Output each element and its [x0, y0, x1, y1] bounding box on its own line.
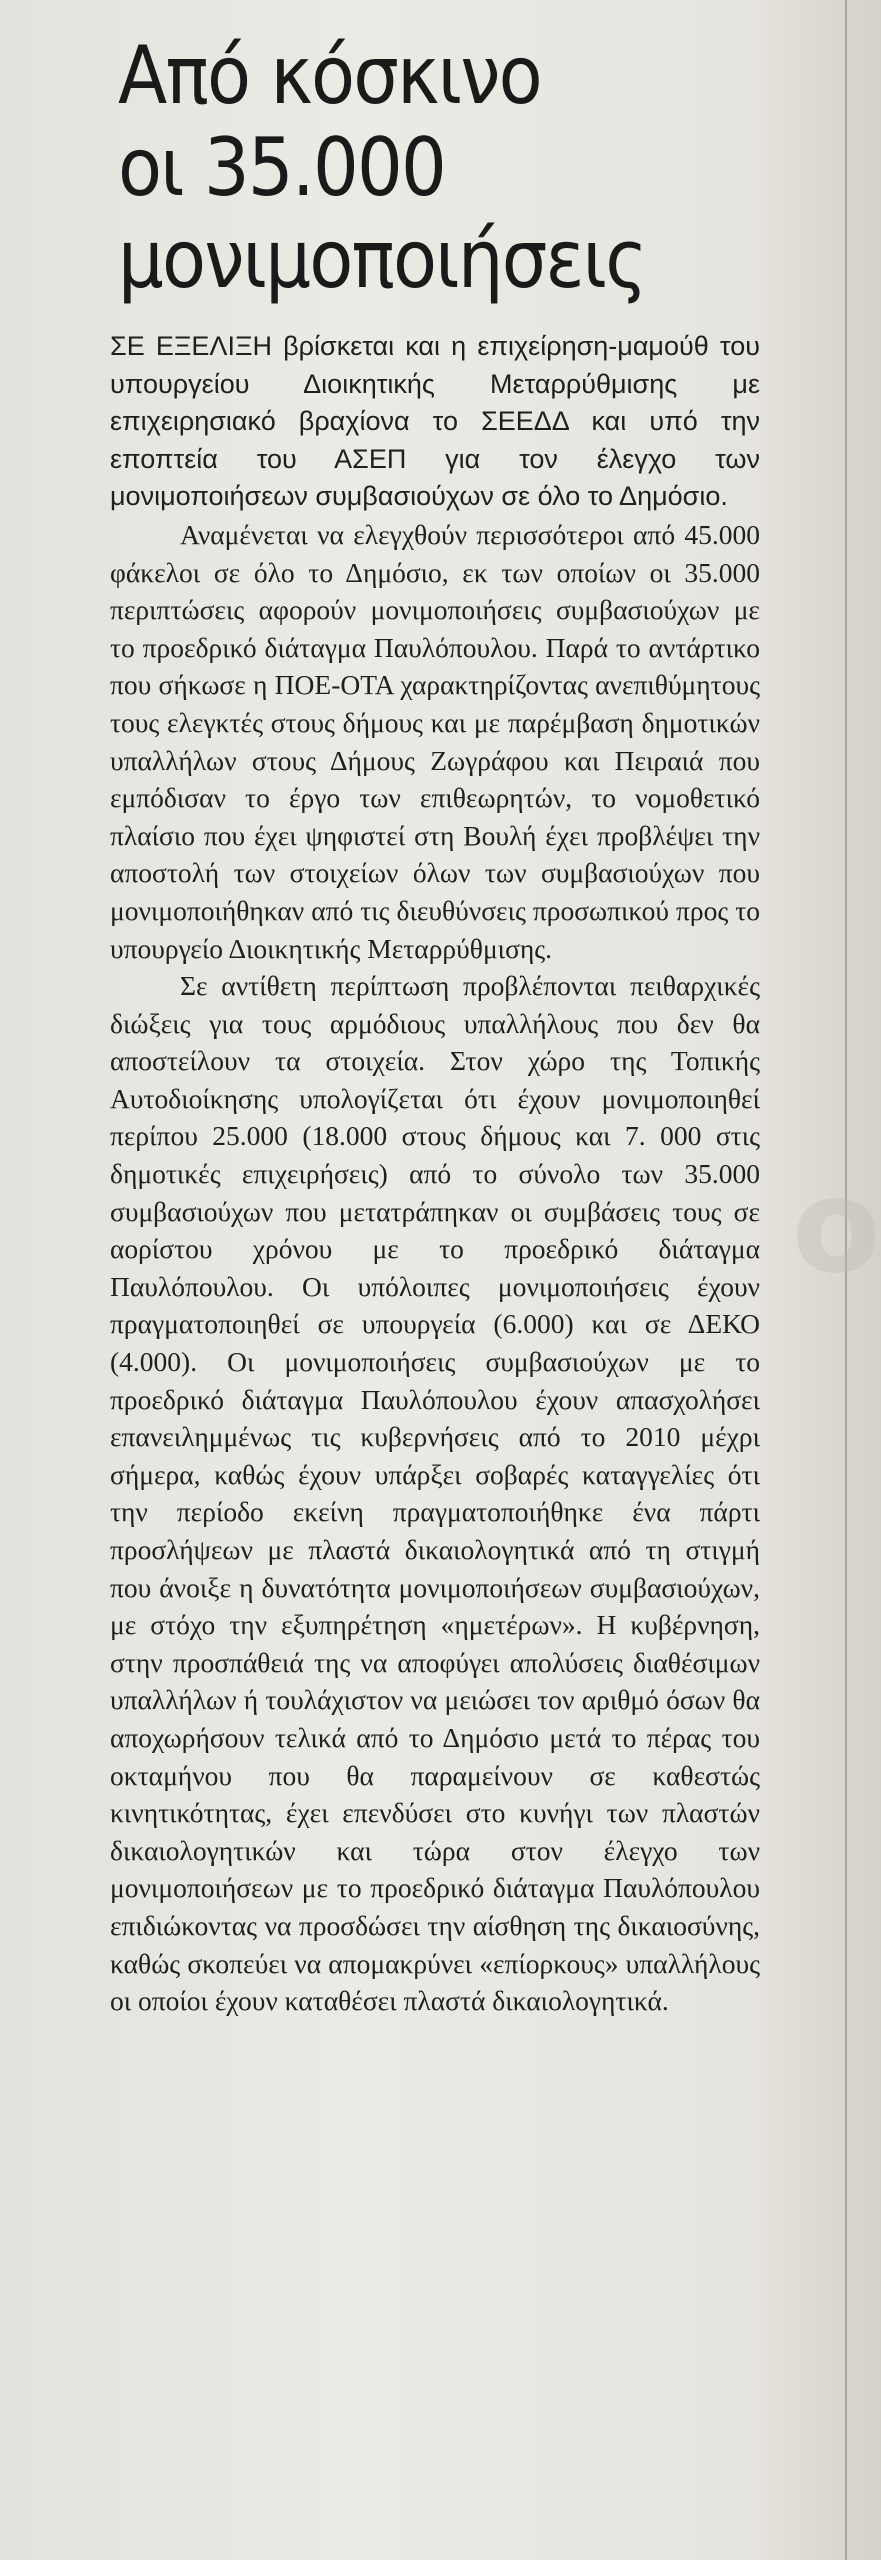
bleed-through-mark: o: [791, 1150, 881, 1302]
article-headline: [118, 30, 766, 306]
body-paragraph-2: Αναμένεται να ελεγχθούν περισσότεροι από 45.000 φάκελοι σε όλο το Δημόσιο, εκ των οποίων οι 35.000 περιπτώσεις αφορούν μονιμοποιήσεις συμβασιούχων με το προεδρικό διάταγμα Παυλόπουλου. Παρά το αντάρτικο που σήκωσε η ΠΟΕ-ΟΤΑ χαρακτηρίζοντας ανεπιθύμητους τους ελεγκτές στους δήμους και με παρέμβαση δημοτικών υπαλλήλων στους Δήμους Ζωγράφου και Πειραιά που εμπόδισαν το έργο των επιθεωρητών, το νομοθετικό πλαίσιο που έχει ψηφιστεί στη Βουλή έχει προβλέψει την αποστολή των στοιχείων όλων των συμβασιούχων που μονιμοποιήθηκαν από τις διευθύνσεις προσωπικού προς το υπουργείο Διοικητικής Μεταρρύθμισης.: [110, 518, 760, 964]
lead-paragraph: ΣΕ ΕΞΕΛΙΞΗ βρίσκεται και η επιχείρηση-μαμούθ του υπουργείου Διοικητικής Μεταρρύθμισης με επιχειρησιακό βραχίονα το ΣΕΕΔΔ και υπό την εποπτεία του ΑΣΕΠ για τον έλεγχο των μονιμοποιήσεων συμβασιούχων σε όλο το Δημόσιο.: [110, 331, 760, 512]
body-paragraph-3: Σε αντίθετη περίπτωση προβλέπονται πειθαρχικές διώξεις για τους αρμόδιους υπαλλήλους που δεν θα αποστείλουν τα στοιχεία. Στον χώρο της Τοπικής Αυτοδιοίκησης υπολογίζεται ότι έχουν μονιμοποιηθεί περίπου 25.000 (18.000 στους δήμους και 7. 000 στις δημοτικές επιχειρήσεις) από το σύνολο των 35.000 συμβασιούχων που μετατράπηκαν οι συμβάσεις τους σε αορίστου χρόνου με το προεδρικό διάταγμα Παυλόπουλου. Οι υπόλοιπες μονιμοποιήσεις έχουν πραγματοποιηθεί σε υπουργεία (6.000) και σε ΔΕΚΟ (4.000). Οι μονιμοποιήσεις συμβασιούχων με το προεδρικό διάταγμα Παυλόπουλου έχουν απασχολήσει επανειλημμένως τις κυβερνήσεις από το 2010 μέχρι σήμερα, καθώς έχουν υπάρξει σοβαρές καταγγελίες ότι την περίοδο εκείνη πραγματοποιήθηκε ένα πάρτι προσλήψεων με πλαστά δικαιολογητικά από τη στιγμή που άνοιξε η δυνατότητα μονιμοποιήσεων συμβασιούχων, με στόχο την εξυπηρέτηση «ημετέρων». Η κυβέρνηση, στην προσπάθειά της να αποφύγει απολύσεις διαθέσιμων υπαλλήλων ή τουλάχιστον να μειώσει τον αριθμό όσων θα αποχωρήσουν τελικά από το Δημόσιο μετά το πέρας του οκταμήνου που θα παραμείνουν σε καθεστώς κινητικότητας, έχει επενδύσει στο κυνήγι των πλαστών δικαιολογητικών και τώρα στον έλεγχο των μονιμοποιήσεων με το προεδρικό διάταγμα Παυλόπουλου επιδιώκοντας να προσδώσει την αίσθηση της δικαιοσύνης, καθώς σκοπεύει να απομακρύνει «επίορκους» υπαλλήλους οι οποίοι έχουν καταθέσει πλαστά δικαιολογητικά.: [110, 970, 760, 2017]
headline-line-2: οι 35.000: [118, 121, 446, 214]
headline-line-3: μονιμοποιήσεις: [118, 213, 646, 306]
article-column: [110, 30, 760, 2020]
headline-line-1: Από κόσκινο: [118, 29, 541, 122]
article-body: [110, 328, 760, 2020]
